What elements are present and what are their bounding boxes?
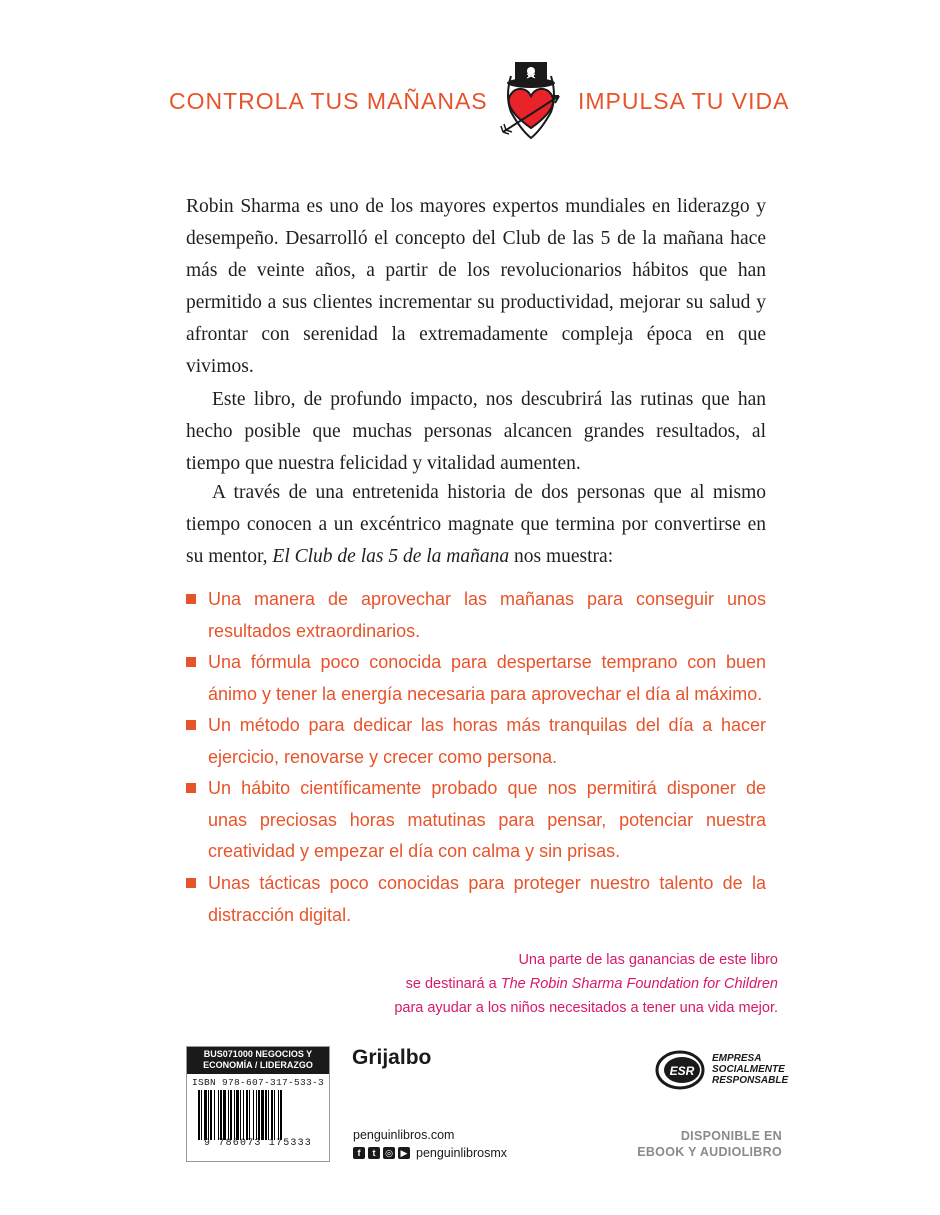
esr-logo-icon — [655, 1048, 709, 1090]
barcode-bar — [258, 1090, 260, 1140]
barcode-bar — [218, 1090, 219, 1140]
list-item: Una fórmula poco conocida para despertarse temprano con buen ánimo y tener la energía necesaria para aprovechar el día al máximo. — [186, 647, 766, 710]
social-handle[interactable]: penguinlibrosmx — [416, 1146, 508, 1160]
esr-logo-text: ESR — [669, 1064, 695, 1078]
barcode-bar — [271, 1090, 273, 1140]
barcode-bar — [261, 1090, 264, 1140]
barcode-bar — [198, 1090, 200, 1140]
square-bullet-icon — [186, 878, 196, 888]
isbn-text: ISBN 978-607-317-533-3 — [191, 1077, 325, 1088]
benefits-list — [186, 584, 766, 931]
barcode-bar — [265, 1090, 267, 1140]
barcode-bar — [208, 1090, 209, 1140]
barcode-bar — [274, 1090, 275, 1140]
youtube-icon[interactable]: ▶ — [398, 1147, 410, 1159]
list-item: Una manera de aprovechar las mañanas para conseguir unos resultados extraordinarios. — [186, 584, 766, 647]
square-bullet-icon — [186, 657, 196, 667]
publisher-website[interactable]: penguinlibros.com — [353, 1128, 455, 1142]
instagram-icon[interactable]: ◎ — [383, 1147, 395, 1159]
esr-label: EMPRESA SOCIALMENTE RESPONSABLE — [712, 1053, 789, 1086]
tagline-left: CONTROLA TUS MAÑANAS — [169, 88, 488, 114]
square-bullet-icon — [186, 720, 196, 730]
barcode-bar — [220, 1090, 222, 1140]
list-item: Un método para dedicar las horas más tranquilas del día a hacer ejercicio, renovarse y crecer como persona. — [186, 710, 766, 773]
barcode-bar — [214, 1090, 215, 1140]
foundation-note: Una parte de las ganancias de este libro se destinará a The Robin Sharma Foundation for Children para ayudar a los niños necesitados a tener una vida mejor. — [394, 952, 778, 1016]
barcode-bar — [201, 1090, 202, 1140]
barcode-bar — [204, 1090, 207, 1140]
story-paragraph — [186, 477, 766, 573]
tagline-right: IMPULSA TU VIDA — [578, 88, 790, 114]
barcode-bar — [280, 1090, 282, 1140]
barcode-bar — [236, 1090, 239, 1140]
barcode-bar — [230, 1090, 232, 1140]
barcode-bar — [234, 1090, 235, 1140]
barcode-bar — [253, 1090, 254, 1140]
barcode-bar — [249, 1090, 250, 1140]
book-title: El Club de las 5 de la mañana — [272, 545, 510, 567]
publisher-logo: Grijalbo — [352, 1046, 432, 1069]
barcode-bar — [278, 1090, 279, 1140]
twitter-icon[interactable]: t — [368, 1147, 380, 1159]
story-text-start: A través de una entretenida historia de dos personas que al mismo tiempo conocen a un excéntrico magnate que termina por convertirse en su mentor, — [186, 481, 766, 567]
barcode-bar — [246, 1090, 248, 1140]
availability-note: DISPONIBLE EN EBOOK Y AUDIOLIBRO — [637, 1129, 782, 1159]
impact-paragraph: Este libro, de profundo impacto, nos descubrirá las rutinas que han hecho posible que muchas personas alcancen grandes resultados, al tiempo que nuestra felicidad y vitalidad aumenten. — [186, 388, 766, 474]
story-text-end: nos muestra: — [509, 545, 614, 567]
barcode-digits: 9 786073 175333 — [203, 1138, 312, 1149]
barcode-bar — [256, 1090, 257, 1140]
barcode-bar — [228, 1090, 229, 1140]
square-bullet-icon — [186, 783, 196, 793]
barcode-block — [186, 1046, 330, 1162]
barcode-bar — [210, 1090, 212, 1140]
list-item: Un hábito científicamente probado que nos permitirá disponer de unas preciosas horas matutinas para pensar, potenciar nuestra creatividad y empezar el día con calma y sin prisas. — [186, 773, 766, 868]
facebook-icon[interactable]: f — [353, 1147, 365, 1159]
barcode-bar — [240, 1090, 241, 1140]
category-label: BUS071000 NEGOCIOS Y ECONOMÍA / LIDERAZGO — [187, 1047, 329, 1074]
social-links — [353, 1146, 507, 1160]
square-bullet-icon — [186, 594, 196, 604]
list-item: Unas tácticas poco conocidas para proteger nuestro talento de la distracción digital. — [186, 868, 766, 931]
barcode-bars — [196, 1090, 320, 1140]
barcode-bar — [223, 1090, 226, 1140]
barcode-bar — [243, 1090, 244, 1140]
barcode-bar — [268, 1090, 269, 1140]
top-hat-heart-arrow-icon — [497, 56, 565, 142]
intro-paragraph: Robin Sharma es uno de los mayores expertos mundiales en liderazgo y desempeño. Desarrolló el concepto del Club de las 5 de la mañana hace más de veinte años, a partir de los revolucionarios hábitos que han permitido a sus clientes incrementar su productividad, mejorar su salud y afrontar con serenidad la extremadamente compleja época en que vivimos. — [186, 195, 766, 377]
